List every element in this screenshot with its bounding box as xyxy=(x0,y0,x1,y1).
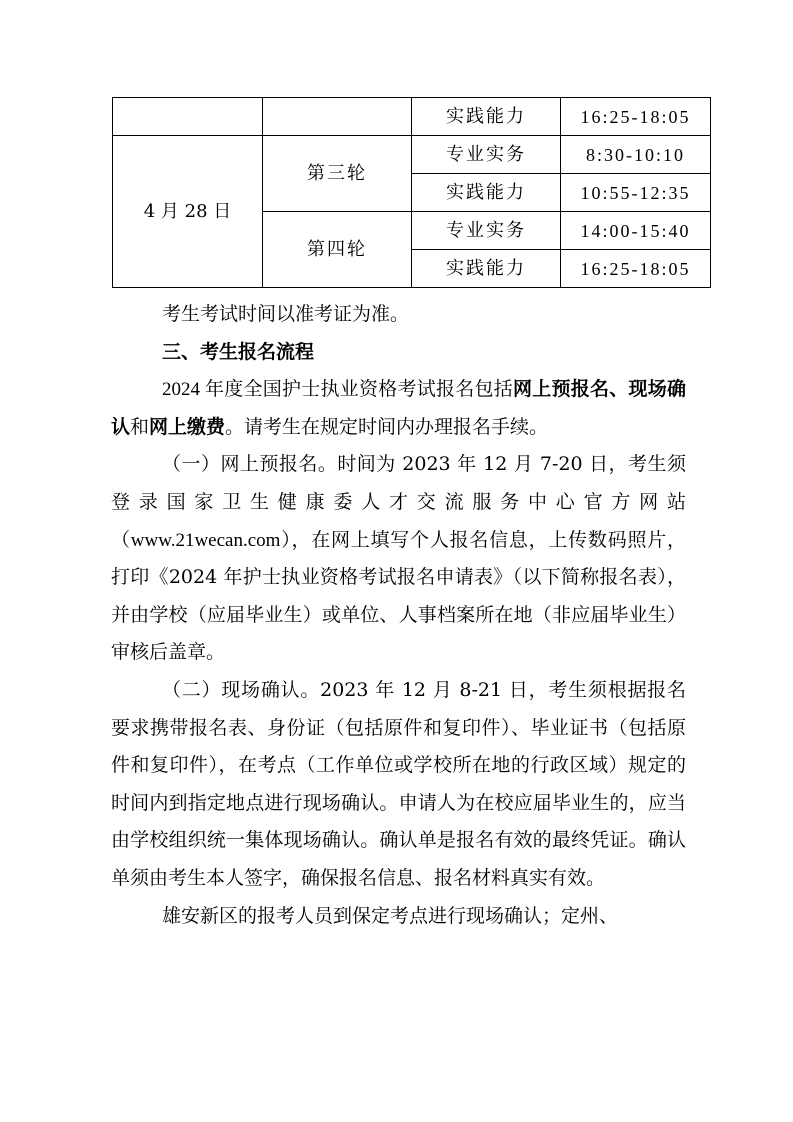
section-heading: 三、考生报名流程 xyxy=(162,340,315,363)
date-cell xyxy=(113,98,263,136)
time-cell: 14:00-15:40 xyxy=(561,212,711,250)
subject-cell: 专业实务 xyxy=(412,136,561,174)
overview-text-end: 。请考生在规定时间内办理报名手续。 xyxy=(225,415,549,438)
overview-text: 2024 年度全国护士执业资格考试报名包括 xyxy=(162,379,513,401)
overview-conjunction: 和 xyxy=(130,415,150,438)
round-cell: 第三轮 xyxy=(263,136,412,212)
subject-cell: 实践能力 xyxy=(412,98,561,136)
online-preregistration-term: 网上预报名、 xyxy=(512,378,629,401)
exam-schedule-table xyxy=(112,97,711,288)
table-row xyxy=(113,98,711,136)
time-cell: 16:25-18:05 xyxy=(561,250,711,288)
time-cell: 16:25-18:05 xyxy=(561,98,711,136)
time-cell: 10:55-12:35 xyxy=(561,174,711,212)
online-payment-term: 网上缴费 xyxy=(149,415,226,438)
online-preregistration-paragraph xyxy=(111,446,686,672)
onsite-confirmation-paragraph: （二）现场确认。2023 年 12 月 8-21 日，考生须根据报名要求携带报名表、身份证（包括原件和复印件）、毕业证书（包括原件和复印件），在考点（工作单位或学校所在地的行政区域）规定的时间内到指定地点进行现场确认。申请人为在校应届毕业生的，应当由学校组织统一集体现场确认。确认单是报名有效的最终凭证。确认单须由考生本人签字，确保报名信息、报名材料真实有效。 xyxy=(111,678,686,889)
time-cell: 8:30-10:10 xyxy=(561,136,711,174)
xiongan-paragraph: 雄安新区的报考人员到保定考点进行现场确认；定州、 xyxy=(162,904,619,927)
document-body xyxy=(111,296,686,935)
preregistration-text: （一）网上预报名。时间为 2023 年 12 月 7-20 日，考生须登录国家卫生健康委人才交流服务中心官方网站 xyxy=(111,453,686,513)
table-row xyxy=(113,136,711,174)
subject-cell: 实践能力 xyxy=(412,174,561,212)
date-cell: 4 月 28 日 xyxy=(113,136,263,288)
exam-time-note: 考生考试时间以准考证为准。 xyxy=(162,303,410,325)
subject-cell: 实践能力 xyxy=(412,250,561,288)
website-url: （www.21wecan.com） xyxy=(111,529,292,551)
preregistration-text-end: ，在网上填写个人报名信息，上传数码照片，打印《2024 年护士执业资格考试报名申请表》（以下简称报名表），并由学校（应届毕业生）或单位、人事档案所在地（非应届毕业生）审核后盖章。 xyxy=(111,528,686,664)
registration-overview xyxy=(111,371,686,446)
subject-cell: 专业实务 xyxy=(412,212,561,250)
round-cell xyxy=(263,98,412,136)
onsite-confirmation-term: 现场确认 xyxy=(111,378,686,438)
round-cell: 第四轮 xyxy=(263,212,412,288)
